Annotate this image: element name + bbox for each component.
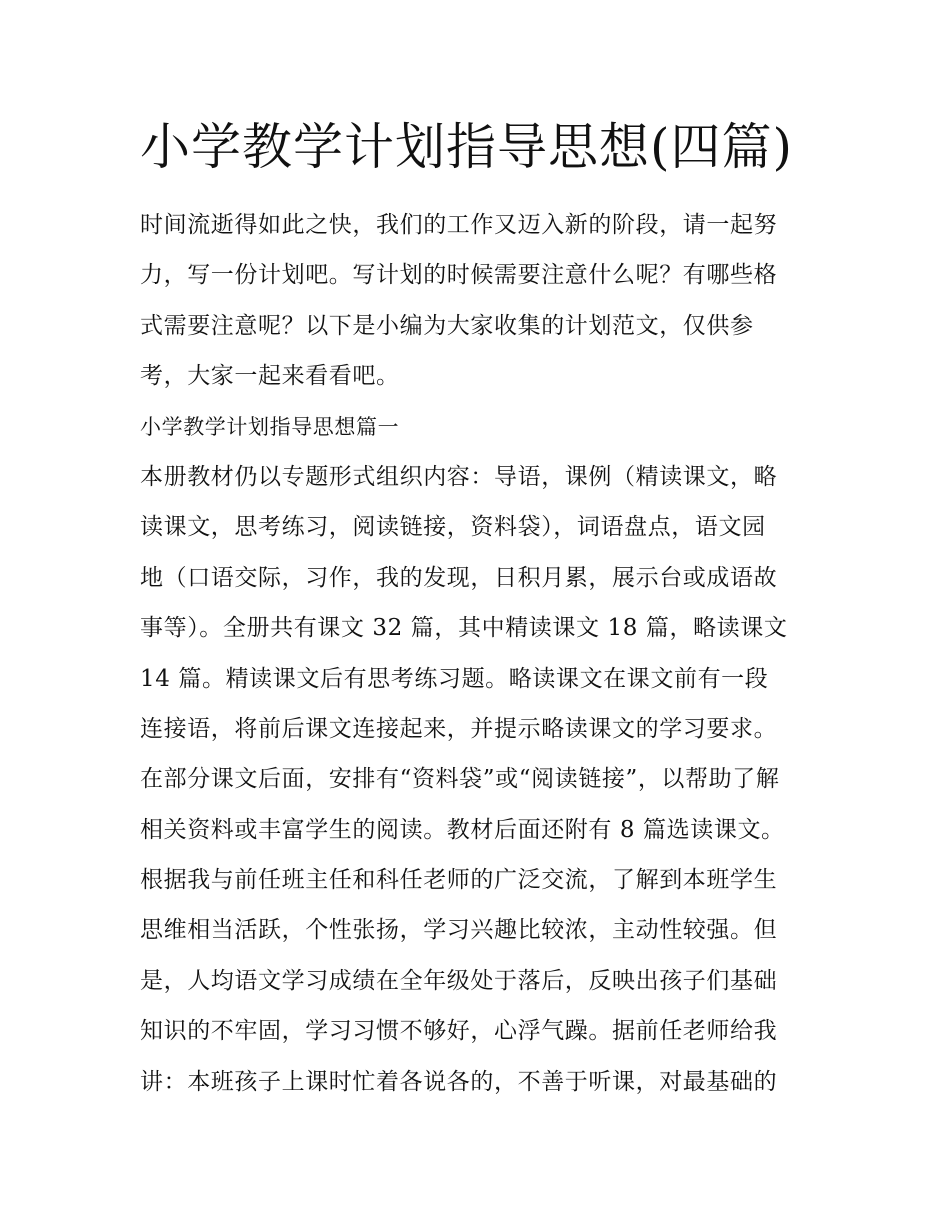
body-line: 讲：本班孩子上课时忙着各说各的，不善于听课，对最基础的 xyxy=(140,1068,778,1095)
body-line: 连接语，将前后课文连接起来，并提示略读课文的学习要求。 xyxy=(140,715,778,742)
body-line: 考，大家一起来看看吧。 xyxy=(140,363,400,390)
body-line: 思维相当活跃，个性张扬，学习兴趣比较浓，主动性较强。但 xyxy=(140,917,778,944)
body-line: 读课文，思考练习，阅读链接，资料袋），词语盘点，语文园 xyxy=(140,514,766,541)
document-body xyxy=(140,200,820,1107)
body-line: 时间流逝得如此之快，我们的工作又迈入新的阶段，请一起努 xyxy=(140,212,778,238)
body-line: 式需要注意呢？以下是小编为大家收集的计划范文，仅供参 xyxy=(140,312,754,339)
body-line: 是，人均语文学习成绩在全年级处于落后，反映出孩子们基础 xyxy=(140,967,778,994)
body-line: 事等）。全册共有课文 32 篇，其中精读课文 18 篇，略读课文 xyxy=(140,615,788,642)
body-line: 在部分课文后面，安排有“资料袋”或“阅读链接”，以帮助了解 xyxy=(140,766,780,793)
body-line: 本册教材仍以专题形式组织内容：导语，课例（精读课文，略 xyxy=(140,463,778,490)
section-heading: 小学教学计划指导思想篇一 xyxy=(140,414,400,439)
body-line: 根据我与前任班主任和科任老师的广泛交流，了解到本班学生 xyxy=(140,867,778,894)
body-line: 14 篇。精读课文后有思考练习题。略读课文在课文前有一段 xyxy=(140,665,769,692)
body-line: 力，写一份计划吧。写计划的时候需要注意什么呢？有哪些格 xyxy=(140,262,778,289)
body-line: 相关资料或丰富学生的阅读。教材后面还附有 8 篇选读课文。 xyxy=(140,816,785,843)
document-title: 小学教学计划指导思想(四篇) xyxy=(140,118,794,176)
body-line: 地（口语交际，习作，我的发现，日积月累，展示台或成语故 xyxy=(140,564,778,591)
body-line: 知识的不牢固，学习习惯不够好，心浮气躁。据前任老师给我 xyxy=(140,1018,778,1045)
